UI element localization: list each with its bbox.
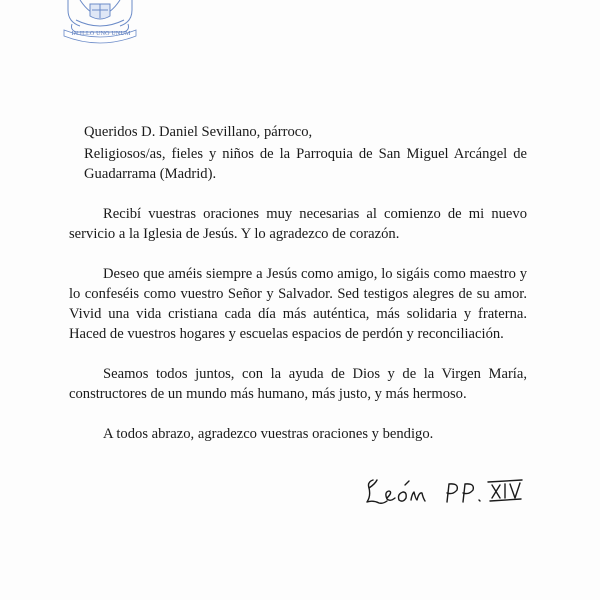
papal-crest-emblem xyxy=(50,0,150,44)
handwritten-signature xyxy=(365,470,535,510)
letter-body xyxy=(69,122,527,444)
paragraph-2: Deseo que améis siempre a Jesús como amigo, lo sigáis como maestro y lo confeséis como vuestro Señor y Salvador. Sed testigos alegres de su amor. Vivid una vida cristiana cada día más auténtica, más solidaria y fraterna. Haced de vuestros hogares y escuelas espacios de perdón y reconciliación. xyxy=(69,266,527,342)
paragraph-4: A todos abrazo, agradezco vuestras oraciones y bendigo. xyxy=(103,426,434,442)
crest-motto: IN ILLO UNO UNUM xyxy=(71,31,131,37)
salutation-line-1: Queridos D. Daniel Sevillano, párroco, xyxy=(84,124,313,140)
paragraph-1: Recibí vuestras oraciones muy necesarias al comienzo de mi nuevo servicio a la Iglesia de Jesús. Y lo agradezco de corazón. xyxy=(69,206,527,242)
salutation-line-2: Religiosos/as, fieles y niños de la Parroquia de San Miguel Arcángel de Guadarrama (Madrid). xyxy=(84,146,527,182)
paragraph-3: Seamos todos juntos, con la ayuda de Dios y de la Virgen María, constructores de un mundo más humano, más justo, y más hermoso. xyxy=(69,366,527,402)
